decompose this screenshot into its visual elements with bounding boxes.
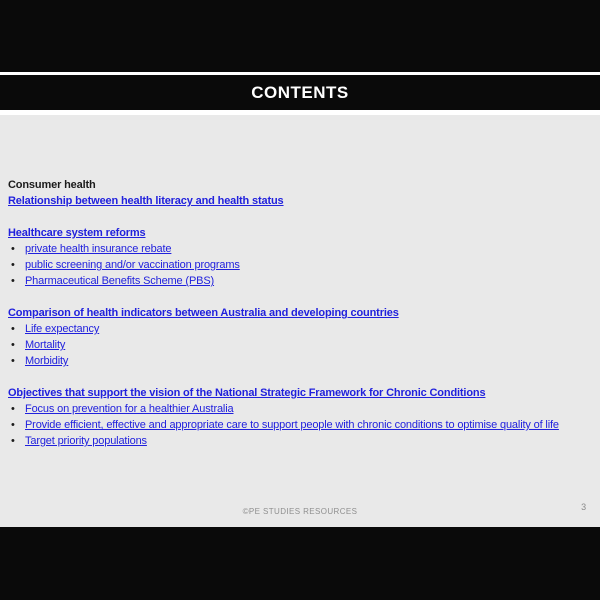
- bullet-icon: •: [11, 275, 15, 287]
- list-item: [8, 417, 592, 433]
- link-life-expectancy[interactable]: Life expectancy: [25, 323, 100, 335]
- link-focus-on-prevention[interactable]: Focus on prevention for a healthier Australia: [25, 403, 234, 415]
- page-title: CONTENTS: [251, 82, 349, 102]
- link-target-priority-populations[interactable]: Target priority populations: [25, 435, 147, 447]
- list-item: [8, 241, 592, 257]
- list-item: [8, 273, 592, 289]
- link-healthcare-system-reforms[interactable]: Healthcare system reforms: [8, 227, 146, 239]
- bullet-icon: •: [11, 323, 15, 335]
- list-item: [8, 257, 592, 273]
- bullet-icon: •: [11, 403, 15, 415]
- list-item: [8, 337, 592, 353]
- bullet-icon: •: [11, 243, 15, 255]
- bullet-icon: •: [11, 339, 15, 351]
- link-comparison-health-indicators[interactable]: Comparison of health indicators between Australia and developing countries: [8, 307, 399, 319]
- healthcare-reforms-list: [8, 241, 592, 289]
- list-item: [8, 433, 592, 449]
- list-item: [8, 321, 592, 337]
- link-objectives-chronic-conditions[interactable]: Objectives that support the vision of the National Strategic Framework for Chronic Conditions: [8, 387, 486, 399]
- bottom-black-bar: [0, 527, 600, 600]
- link-health-literacy-status[interactable]: Relationship between health literacy and health status: [8, 195, 284, 207]
- title-bar: [0, 75, 600, 110]
- bullet-icon: •: [11, 435, 15, 447]
- link-efficient-effective-care[interactable]: Provide efficient, effective and appropriate care to support people with chronic conditions to optimise quality of life: [25, 419, 559, 431]
- link-private-health-insurance-rebate[interactable]: private health insurance rebate: [25, 243, 172, 255]
- spacer: [8, 369, 592, 385]
- link-public-screening-vaccination[interactable]: public screening and/or vaccination programs: [25, 259, 240, 271]
- spacer: [8, 289, 592, 305]
- footer-copyright: ©PE STUDIES RESOURCES: [242, 507, 358, 516]
- spacer: [8, 209, 592, 225]
- link-mortality[interactable]: Mortality: [25, 339, 66, 351]
- link-pharmaceutical-benefits-scheme[interactable]: Pharmaceutical Benefits Scheme (PBS): [25, 275, 215, 287]
- bullet-icon: •: [11, 355, 15, 367]
- top-black-bar: [0, 0, 600, 72]
- page-number: 3: [581, 502, 586, 512]
- list-item: [8, 353, 592, 369]
- list-item: [8, 401, 592, 417]
- slide-content: [0, 115, 600, 527]
- link-morbidity[interactable]: Morbidity: [25, 355, 69, 367]
- bullet-icon: •: [11, 419, 15, 431]
- section-heading-consumer-health: Consumer health: [8, 179, 96, 191]
- health-indicators-list: [8, 321, 592, 369]
- objectives-list: [8, 401, 592, 449]
- bullet-icon: •: [11, 259, 15, 271]
